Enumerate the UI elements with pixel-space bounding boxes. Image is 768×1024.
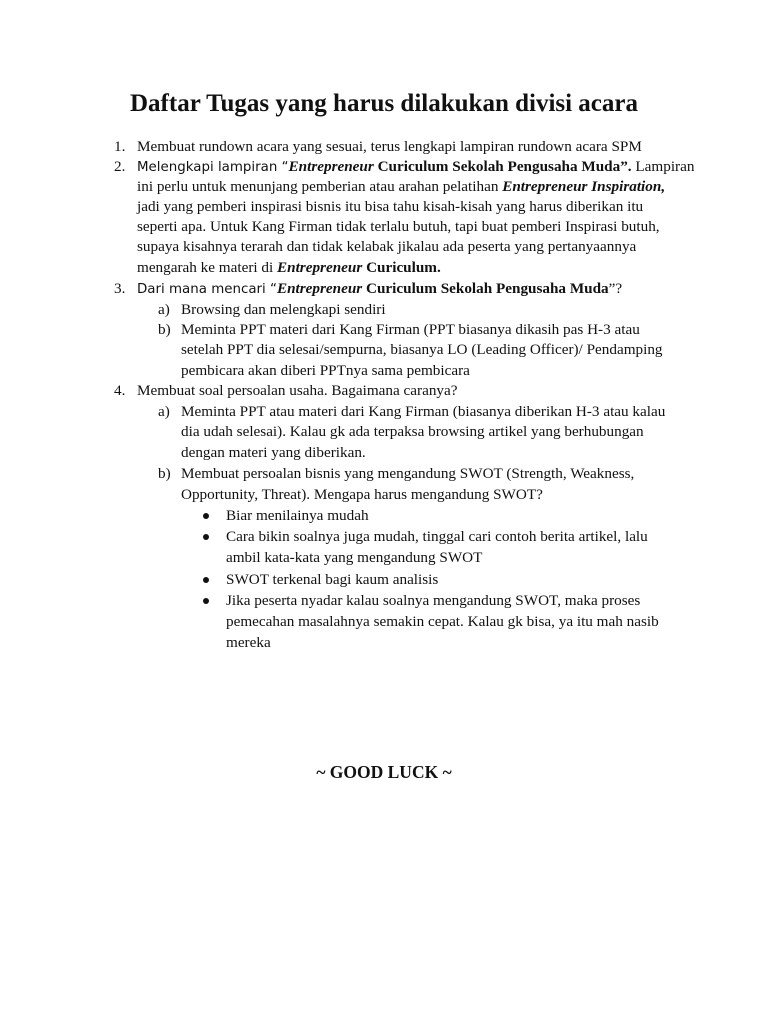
item-2-line-3: jadi yang pemberi inspirasi bisnis itu bisa tahu kisah-kisah yang harus diberikan itu <box>137 198 644 215</box>
document-title: Daftar Tugas yang harus dilakukan divisi acara <box>129 90 639 117</box>
bullet-1-line-1: Biar menilainya mudah <box>226 507 369 524</box>
item-1-marker: 1. <box>114 138 126 155</box>
bullet-4-line-1: Jika peserta nyadar kalau soalnya mengandung SWOT, maka proses <box>226 592 641 609</box>
item-2-text-1: Lampiran <box>631 158 695 175</box>
item-2-lead: Melengkapi lampiran “ <box>137 160 289 175</box>
bullet-dot-2 <box>203 534 209 540</box>
bullet-2-line-1: Cara bikin soalnya juga mudah, tinggal cari contoh berita artikel, lalu <box>226 528 648 545</box>
item-4-marker: 4. <box>114 382 126 399</box>
item-2-marker: 2. <box>114 158 126 175</box>
item-2-bold-italic-2: Entrepreneur Inspiration, <box>502 178 666 195</box>
bullet-dot-3 <box>203 577 209 583</box>
item-3b-marker: b) <box>158 321 171 338</box>
item-2-bold-italic-3: Entrepreneur <box>277 259 363 276</box>
item-3b-line-3: pembicara akan diberi PPTnya sama pembicara <box>181 362 470 379</box>
item-2-bold-3: Curiculum. <box>362 259 441 276</box>
bullet-dot-1 <box>203 513 209 519</box>
item-3b-line-1: Meminta PPT materi dari Kang Firman (PPT biasanya dikasih pas H-3 atau <box>181 321 640 338</box>
bullet-4-line-2: pemecahan masalahnya semakin cepat. Kalau gk bisa, ya itu mah nasib <box>226 613 659 630</box>
item-3-marker: 3. <box>114 280 126 297</box>
bullet-3-line-1: SWOT terkenal bagi kaum analisis <box>226 571 439 588</box>
item-2-bold-italic-1: Entrepreneur <box>288 158 374 175</box>
item-2-line-1 <box>137 157 694 178</box>
item-2-line-4: seperti apa. Untuk Kang Firman tidak terlalu butuh, tapi buat pemberi Inspirasi butuh, <box>137 218 660 235</box>
bullet-4-line-3: mereka <box>226 634 271 651</box>
item-2-line-6-text: mengarah ke materi di <box>137 259 278 276</box>
item-2-line-2-text: ini perlu untuk menunjang pemberian atau arahan pelatihan <box>137 178 503 195</box>
item-4a-marker: a) <box>158 403 170 420</box>
item-3a-marker: a) <box>158 301 170 318</box>
item-4a-line-3: dengan materi yang diberikan. <box>181 444 366 461</box>
closing-text: ~ GOOD LUCK ~ <box>316 762 452 782</box>
item-3-bold: Curiculum Sekolah Pengusaha Muda <box>362 280 609 297</box>
item-2-line-6 <box>137 258 441 278</box>
item-4b-line-2: Opportunity, Threat). Mengapa harus mengandung SWOT? <box>181 486 543 503</box>
item-3-tail: ”? <box>608 280 623 297</box>
bullet-2-line-2: ambil kata-kata yang mengandung SWOT <box>226 549 483 566</box>
item-4a-line-2: dia udah selesai). Kalau gk ada terpaksa browsing artikel yang berhubungan <box>181 423 644 440</box>
item-3-line-1 <box>137 279 622 300</box>
item-3-bold-italic: Entrepreneur <box>276 280 363 297</box>
item-3b-line-2: setelah PPT dia selesai/sempurna, biasanya LO (Leading Officer)/ Pendamping <box>181 341 663 358</box>
item-3-lead: Dari mana mencari “ <box>137 282 277 297</box>
item-2-line-2 <box>137 177 665 197</box>
bullet-dot-4 <box>203 598 209 604</box>
item-3a-line-1: Browsing dan melengkapi sendiri <box>181 301 386 318</box>
item-4b-line-1: Membuat persoalan bisnis yang mengandung SWOT (Strength, Weakness, <box>181 465 635 482</box>
item-4a-line-1: Meminta PPT atau materi dari Kang Firman (biasanya diberikan H-3 atau kalau <box>181 403 666 420</box>
item-1-text: Membuat rundown acara yang sesuai, terus lengkapi lampiran rundown acara SPM <box>137 138 642 155</box>
item-4-text: Membuat soal persoalan usaha. Bagaimana caranya? <box>137 382 458 399</box>
item-2-line-5: supaya kisahnya terarah dan tidak kelabak jikalau ada peserta yang pertanyaannya <box>137 238 637 255</box>
item-2-bold-1: Curiculum Sekolah Pengusaha Muda”. <box>373 158 632 175</box>
item-4b-marker: b) <box>158 465 171 482</box>
